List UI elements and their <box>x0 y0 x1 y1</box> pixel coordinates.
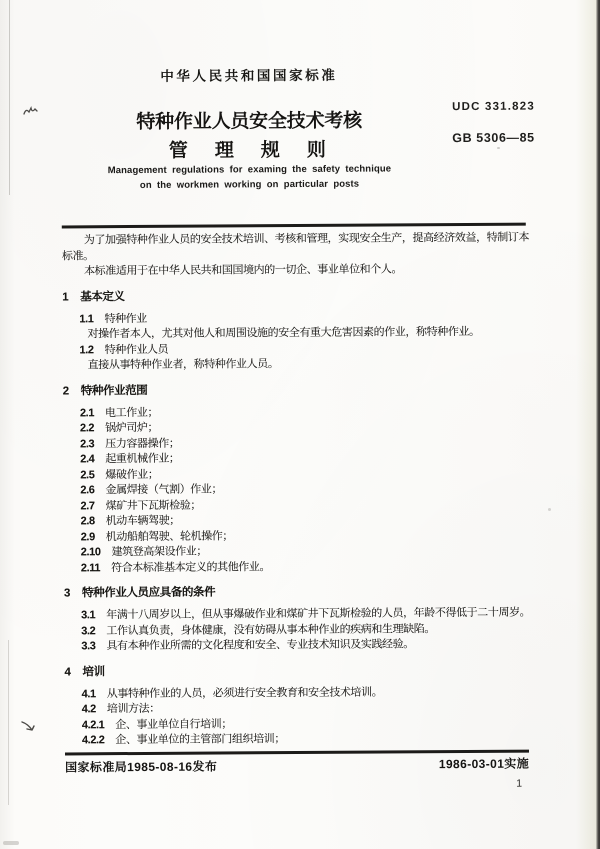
clause-number: 4.2.2 <box>81 734 105 747</box>
english-title-line2: on the workmen working on particular posts <box>139 178 360 191</box>
intro-line: 为了加强特种作业人员的安全技术培训、考核和管理，实现安全生产，提高经济效益，特制订本 <box>83 231 530 247</box>
section-title: 基本定义 <box>80 290 125 303</box>
section-title: 特种作业范围 <box>80 384 148 397</box>
section-number: 1 <box>62 290 69 303</box>
document-title-line1: 特种作业人员安全技术考核 <box>136 110 363 133</box>
scan-edge-line-left-top <box>9 0 10 195</box>
clause-3.1 <box>64 606 534 624</box>
section-heading <box>62 287 532 304</box>
udc-number: UDC 331.823 <box>452 100 535 114</box>
clause-label: 爆破作业； <box>105 468 159 481</box>
intro-line: 标准。 <box>61 249 94 262</box>
clause-label: 培训方法： <box>106 702 160 716</box>
footer-implemented: 1986-03-01实施 <box>438 756 530 772</box>
section-heading <box>63 381 533 398</box>
clause-label: 企、事业单位的主管部门组织培训； <box>115 733 286 747</box>
clause-number: 1.1 <box>79 312 94 325</box>
scan-speck <box>497 147 500 149</box>
section-heading <box>64 662 534 679</box>
clause-4.2.2 <box>65 731 535 749</box>
scan-speck <box>548 508 551 511</box>
clause-label: 企、事业单位自行培训； <box>115 717 232 731</box>
section-heading <box>64 584 534 601</box>
section-3 <box>64 584 534 655</box>
clause-number: 1.2 <box>79 343 94 356</box>
clause-3.3 <box>64 637 534 655</box>
scan-smudge-bottom-left <box>3 841 19 845</box>
clause-label: 从事特种作业的人员，必须进行安全教育和安全技术培训。 <box>106 686 383 700</box>
clause-label: 电工作业； <box>104 406 159 419</box>
clause-text: 直接从事特种作业者，称特种作业人员。 <box>87 358 279 372</box>
clause-number: 3.2 <box>81 624 96 637</box>
clause-number: 3.3 <box>81 640 96 653</box>
section-number: 2 <box>62 384 69 397</box>
clause-label: 特种作业人员 <box>104 343 169 356</box>
document-title-line2: 管 理 规 则 <box>168 139 330 162</box>
pencil-mark-top <box>22 104 40 118</box>
standard-type-heading: 中华人民共和国国家标准 <box>160 67 338 84</box>
clause-label: 具有本种作业所需的文化程度和安全、专业技术知识及实践经验。 <box>106 638 414 653</box>
footer-issued: 国家标准局1985-08-16发布 <box>65 759 218 775</box>
clause-number: 4.2.1 <box>81 718 105 731</box>
clause-label: 压力容器操作； <box>105 437 180 450</box>
clause-number: 2.2 <box>79 422 95 435</box>
scan-edge-shadow-right <box>596 0 600 849</box>
clause-label: 金属焊接（气割）作业； <box>105 483 223 497</box>
clause-number: 2.6 <box>80 484 95 497</box>
clause-number: 3.1 <box>81 609 96 622</box>
clause-label: 特种作业 <box>104 312 147 325</box>
section-title: 培训 <box>82 665 105 678</box>
document-body <box>62 231 535 749</box>
clause-number: 4.2 <box>81 703 96 716</box>
section-number: 3 <box>63 587 71 600</box>
clause-label: 煤矿井下瓦斯检验； <box>105 499 202 512</box>
clause-label: 年满十八周岁以上，但从事爆破作业和煤矿井下瓦斯检验的人员，年龄不得低于二十周岁。 <box>106 606 531 622</box>
clause-number: 2.4 <box>80 453 95 466</box>
section-1 <box>62 287 533 374</box>
clause-label: 机动车辆驾驶； <box>105 514 180 528</box>
section-title: 特种作业人员应具备的条件 <box>81 586 216 600</box>
clause-number: 4.1 <box>81 687 96 700</box>
clause-2.11 <box>64 558 534 576</box>
pencil-mark-bottom <box>20 719 42 737</box>
clause-label: 符合本标准基本定义的其他作业。 <box>111 560 271 574</box>
clause-number: 2.8 <box>80 515 95 528</box>
clause-label: 机动船舶驾驶、轮机操作； <box>105 529 234 543</box>
header-rule <box>62 223 526 228</box>
section-4 <box>64 662 535 749</box>
clause-number: 2.1 <box>79 406 95 419</box>
clause-number: 2.3 <box>80 437 95 450</box>
section-2 <box>63 381 534 576</box>
clause-label: 锅炉司炉； <box>105 421 159 435</box>
clause-number: 2.5 <box>80 468 95 481</box>
clause-number: 2.9 <box>80 530 95 543</box>
standard-code: GB 5306—85 <box>452 130 535 146</box>
intro-line: 本标准适用于在中华人民共和国国境内的一切企、事业单位和个人。 <box>84 263 403 278</box>
clause-label: 建筑登高架设作业； <box>111 545 208 559</box>
clause-label: 工作认真负责，身体健康，没有妨碍从事本种作业的疾病和生理缺陷。 <box>106 622 435 637</box>
clause-text: 对操作者本人，尤其对他人和周围设施的安全有重大危害因素的作业，称特种作业。 <box>87 325 480 341</box>
clause-number: 2.10 <box>80 546 101 559</box>
english-title-line1: Management regulations for examing the safety technique <box>107 163 392 177</box>
page-number: 1 <box>516 777 523 790</box>
clause-label: 起重机械作业； <box>105 452 180 466</box>
scan-edge-line-left-bottom <box>8 640 9 805</box>
clause-number: 2.11 <box>80 561 101 574</box>
section-number: 4 <box>64 665 71 678</box>
clause-number: 2.7 <box>80 499 95 512</box>
